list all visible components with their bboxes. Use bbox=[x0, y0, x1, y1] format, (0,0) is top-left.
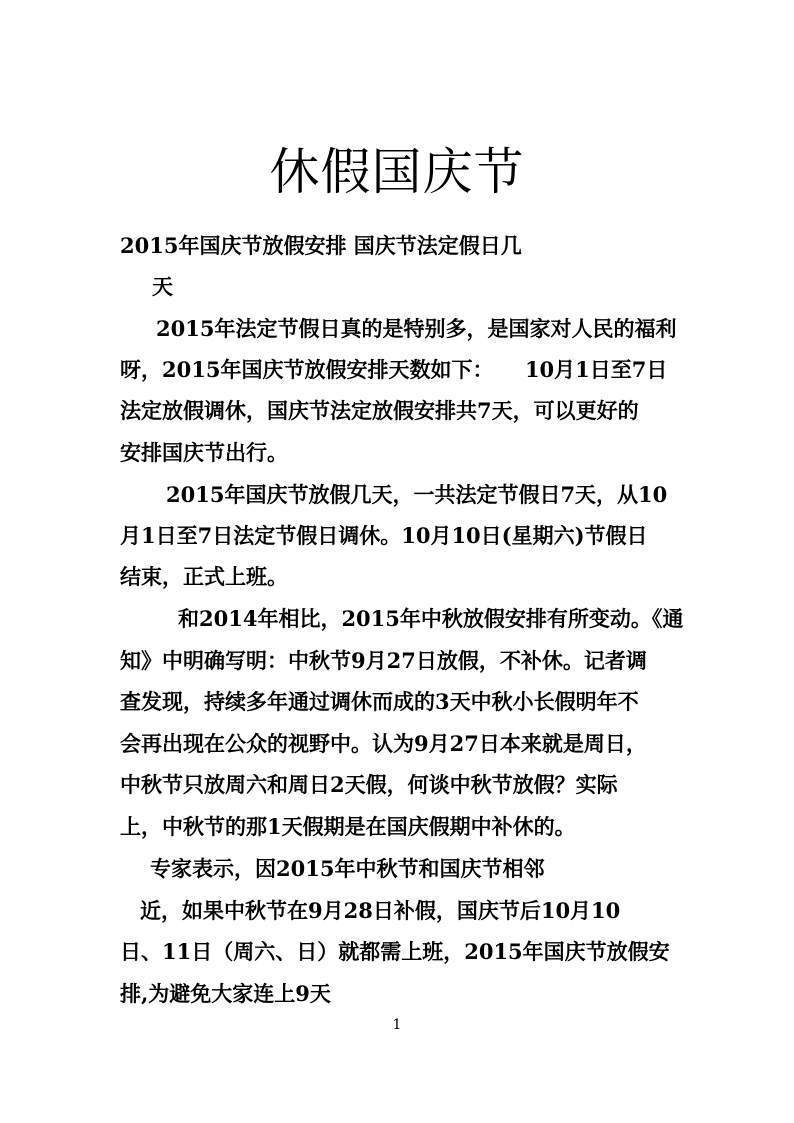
paragraph-3-line: 知》中明确写明：中秋节9月27日放假，不补休。记者调 bbox=[120, 648, 647, 673]
paragraph-3-line: 上，中秋节的那1天假期是在国庆假期中补休的。 bbox=[120, 814, 576, 839]
paragraph-3-line: 会再出现在公众的视野中。认为9月27日本来就是周日， bbox=[120, 731, 647, 756]
page-number: 1 bbox=[392, 1017, 402, 1033]
paragraph-4-line: 近，如果中秋节在9月28日补假，国庆节后10月10 bbox=[140, 898, 621, 923]
subtitle-line: 天 bbox=[152, 274, 173, 299]
paragraph-1-line: 2015年法定节假日真的是特别多，是国家对人民的福利 bbox=[156, 316, 677, 341]
paragraph-1-line: 安排国庆节出行。 bbox=[120, 440, 288, 465]
paragraph-2-line: 结束，正式上班。 bbox=[120, 564, 288, 589]
paragraph-1-line: 法定放假调休，国庆节法定放假安排共7天，可以更好的 bbox=[120, 398, 639, 423]
paragraph-4-line: 专家表示，因2015年中秋节和国庆节相邻 bbox=[150, 856, 545, 881]
paragraph-1-line: 呀，2015年国庆节放假安排天数如下： 10月1日至7日 bbox=[120, 357, 668, 382]
paragraph-4-line: 排,为避免大家连上9天 bbox=[120, 981, 331, 1006]
paragraph-2-line: 2015年国庆节放假几天，一共法定节假日7天，从10 bbox=[166, 482, 668, 507]
paragraph-4-line: 日、11日（周六、日）就都需上班，2015年国庆节放假安 bbox=[120, 939, 670, 964]
paragraph-3-line: 和2014年相比，2015年中秋放假安排有所变动。《通 bbox=[178, 606, 684, 631]
paragraph-3-line: 中秋节只放周六和周日2天假，何谈中秋节放假？实际 bbox=[120, 772, 618, 797]
document-title: 休假国庆节 bbox=[269, 143, 525, 201]
paragraph-3-line: 查发现，持续多年通过调休而成的3天中秋小长假明年不 bbox=[120, 689, 639, 714]
subtitle-line: 2015年国庆节放假安排 国庆节法定假日几 bbox=[120, 233, 522, 258]
paragraph-2-line: 月1日至7日法定节假日调休。10月10日(星期六)节假日 bbox=[120, 523, 648, 548]
